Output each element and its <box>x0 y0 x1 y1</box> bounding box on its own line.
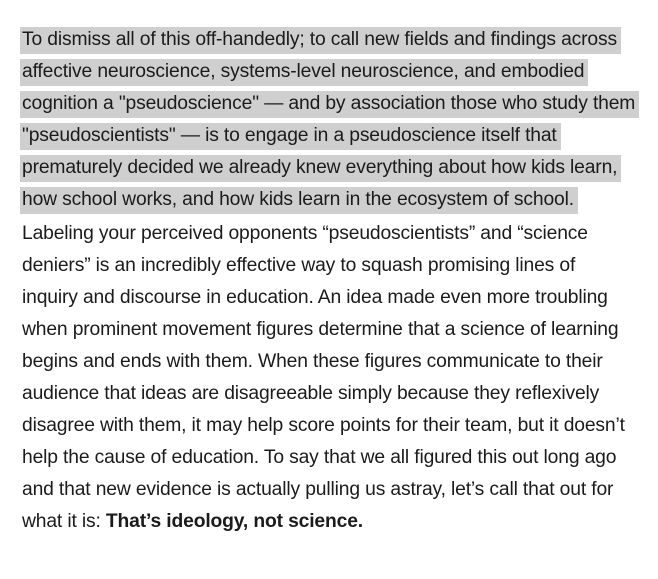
highlighted-line <box>22 184 578 216</box>
conclusion-bold-text: That’s ideology, not science. <box>105 511 363 532</box>
highlighted-text[interactable]: To dismiss all of this off-handedly; to call new fields and findings across <box>20 27 621 54</box>
body-line: begins and ends with them. When these figures communicate to their <box>22 351 603 372</box>
highlighted-text[interactable]: how school works, and how kids learn in the ecosystem of school. <box>20 187 578 214</box>
body-line: disagree with them, it may help score points for their team, but it doesn’t <box>22 415 625 436</box>
body-line: inquiry and discourse in education. An idea made even more troubling <box>22 287 608 308</box>
body-line: Labeling your perceived opponents “pseudoscientists” and “science <box>22 223 588 244</box>
highlighted-line <box>22 120 561 152</box>
highlighted-line <box>22 56 588 88</box>
highlighted-text[interactable]: prematurely decided we already knew everything about how kids learn, <box>20 155 621 182</box>
highlighted-line <box>22 88 639 120</box>
body-line: audience that ideas are disagreeable simply because they reflexively <box>22 383 600 404</box>
highlighted-text[interactable]: "pseudoscientists" — is to engage in a pseudoscience itself that <box>20 123 561 150</box>
highlighted-text[interactable]: cognition a "pseudoscience" — and by association those who study them <box>20 91 639 118</box>
body-line: when prominent movement figures determine that a science of learning <box>22 319 619 340</box>
final-line-prefix: what it is: <box>22 511 106 532</box>
body-line-final <box>22 506 363 538</box>
highlighted-line <box>22 152 621 184</box>
body-line: and that new evidence is actually pulling us astray, let’s call that out for <box>22 479 614 500</box>
highlighted-text[interactable]: affective neuroscience, systems-level neuroscience, and embodied <box>20 59 588 86</box>
body-line: help the cause of education. To say that we all figured this out long ago <box>22 447 617 468</box>
highlighted-line <box>22 24 621 56</box>
body-line: deniers” is an incredibly effective way to squash promising lines of <box>22 255 576 276</box>
